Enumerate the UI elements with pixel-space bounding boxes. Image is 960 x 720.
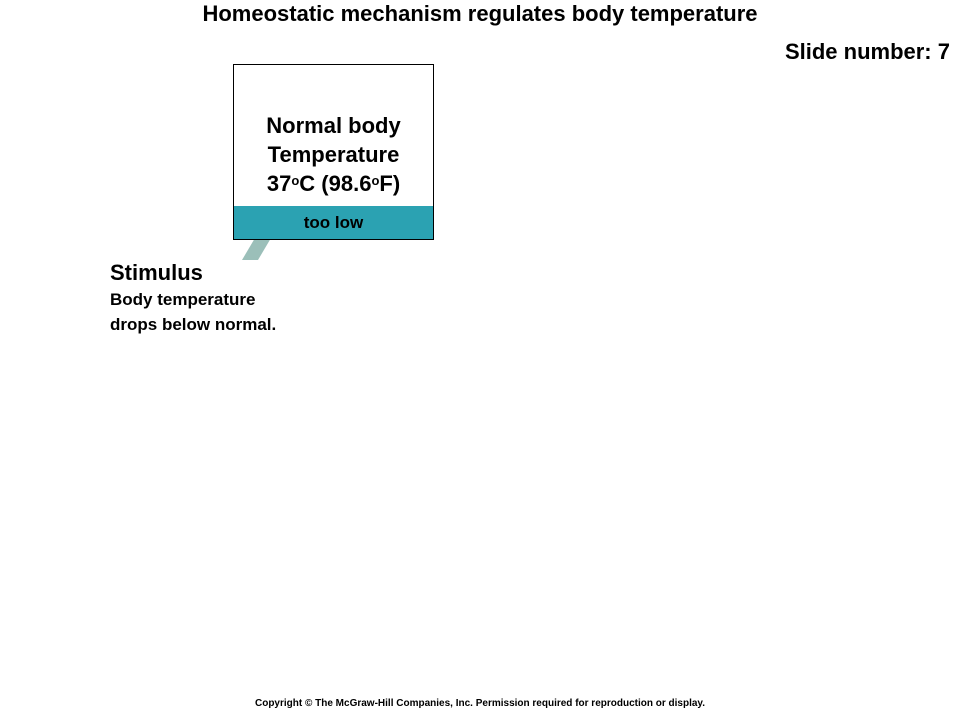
degree-symbol-celsius: o: [291, 173, 300, 188]
stimulus-title: Stimulus: [110, 260, 203, 285]
setpoint-temperature: [234, 169, 433, 198]
setpoint-box: [233, 64, 434, 240]
celsius-value: 37: [266, 171, 292, 196]
slide-title: Homeostatic mechanism regulates body temperature: [202, 1, 758, 26]
stimulus-line-2: drops below normal.: [110, 315, 277, 334]
celsius-unit: C (98.6: [299, 171, 372, 196]
fahrenheit-unit: F): [379, 171, 401, 196]
stimulus-block: [110, 259, 276, 337]
connector-shape: [242, 238, 271, 260]
degree-symbol-fahrenheit: o: [371, 173, 380, 188]
slide-number: Slide number: 7: [784, 39, 950, 64]
setpoint-line-1: Normal body: [266, 113, 401, 138]
too-low-band: too low: [234, 206, 433, 239]
setpoint-line-2: Temperature: [267, 142, 400, 167]
setpoint-text: [234, 111, 433, 198]
copyright-notice: Copyright © The McGraw-Hill Companies, Inc. Permission required for reproduction or display.: [254, 698, 706, 709]
stimulus-line-1: Body temperature: [110, 290, 256, 309]
